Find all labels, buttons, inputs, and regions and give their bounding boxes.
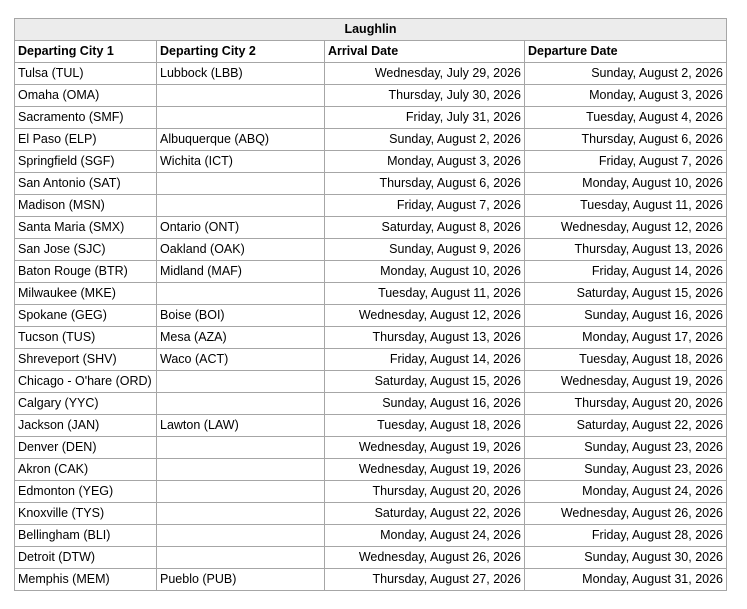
departing-city-2-cell[interactable]: Midland (MAF) [157,261,325,283]
departure-date-cell[interactable]: Monday, August 31, 2026 [525,569,727,591]
table-title[interactable]: Laughlin [15,19,727,41]
table-row [15,151,727,173]
table-row [15,129,727,151]
departing-city-1-cell[interactable]: Denver (DEN) [15,437,157,459]
departing-city-2-cell[interactable] [157,393,325,415]
arrival-date-cell[interactable]: Thursday, August 27, 2026 [325,569,525,591]
table-row [15,393,727,415]
arrival-date-cell[interactable]: Thursday, July 30, 2026 [325,85,525,107]
table-row [15,107,727,129]
departing-city-1-cell[interactable]: Jackson (JAN) [15,415,157,437]
departing-city-2-cell[interactable] [157,459,325,481]
arrival-date-cell[interactable]: Saturday, August 22, 2026 [325,503,525,525]
table-row [15,525,727,547]
arrival-date-cell[interactable]: Wednesday, August 19, 2026 [325,459,525,481]
departing-city-1-cell[interactable]: Madison (MSN) [15,195,157,217]
departing-city-2-cell[interactable]: Waco (ACT) [157,349,325,371]
departure-date-cell[interactable]: Saturday, August 15, 2026 [525,283,727,305]
arrival-date-cell[interactable]: Friday, July 31, 2026 [325,107,525,129]
arrival-date-cell[interactable]: Wednesday, August 19, 2026 [325,437,525,459]
departure-date-cell[interactable]: Sunday, August 23, 2026 [525,459,727,481]
table-row [15,481,727,503]
arrival-date-cell[interactable]: Saturday, August 15, 2026 [325,371,525,393]
table-row [15,239,727,261]
departing-city-1-cell[interactable]: Bellingham (BLI) [15,525,157,547]
departing-city-2-cell[interactable] [157,503,325,525]
departure-date-cell[interactable]: Wednesday, August 19, 2026 [525,371,727,393]
departing-city-1-cell[interactable]: Memphis (MEM) [15,569,157,591]
departing-city-2-cell[interactable]: Albuquerque (ABQ) [157,129,325,151]
arrival-date-cell[interactable]: Wednesday, August 26, 2026 [325,547,525,569]
table-row [15,503,727,525]
arrival-date-cell[interactable]: Sunday, August 16, 2026 [325,393,525,415]
arrival-date-cell[interactable]: Thursday, August 13, 2026 [325,327,525,349]
departing-city-2-cell[interactable]: Boise (BOI) [157,305,325,327]
departure-date-cell[interactable]: Friday, August 28, 2026 [525,525,727,547]
departing-city-2-cell[interactable] [157,547,325,569]
table-row [15,85,727,107]
departure-date-cell[interactable]: Tuesday, August 18, 2026 [525,349,727,371]
departing-city-2-cell[interactable] [157,173,325,195]
table-row [15,195,727,217]
departing-city-1-cell[interactable]: Santa Maria (SMX) [15,217,157,239]
table-row [15,261,727,283]
departing-city-2-cell[interactable]: Oakland (OAK) [157,239,325,261]
departure-date-cell[interactable]: Thursday, August 20, 2026 [525,393,727,415]
departing-city-1-cell[interactable]: Spokane (GEG) [15,305,157,327]
departing-city-1-cell[interactable]: Tucson (TUS) [15,327,157,349]
table-row [15,327,727,349]
departing-city-1-cell[interactable]: Chicago - O'hare (ORD) [15,371,157,393]
arrival-date-cell[interactable]: Friday, August 7, 2026 [325,195,525,217]
arrival-date-cell[interactable]: Friday, August 14, 2026 [325,349,525,371]
table-row [15,569,727,591]
header-row [15,41,727,63]
arrival-date-cell[interactable]: Thursday, August 6, 2026 [325,173,525,195]
departing-city-1-cell[interactable]: Akron (CAK) [15,459,157,481]
table-row [15,371,727,393]
title-row [15,19,727,41]
arrival-date-cell[interactable]: Monday, August 10, 2026 [325,261,525,283]
departing-city-1-cell[interactable]: Omaha (OMA) [15,85,157,107]
departing-city-1-cell[interactable]: San Antonio (SAT) [15,173,157,195]
table-row [15,459,727,481]
departing-city-1-cell[interactable]: El Paso (ELP) [15,129,157,151]
table-row [15,305,727,327]
departure-date-cell[interactable]: Sunday, August 16, 2026 [525,305,727,327]
table-row [15,415,727,437]
departing-city-1-cell[interactable]: San Jose (SJC) [15,239,157,261]
departure-date-cell[interactable]: Thursday, August 6, 2026 [525,129,727,151]
arrival-date-cell[interactable]: Tuesday, August 18, 2026 [325,415,525,437]
table-row [15,283,727,305]
departing-city-1-cell[interactable]: Springfield (SGF) [15,151,157,173]
arrival-date-cell[interactable]: Wednesday, August 12, 2026 [325,305,525,327]
departure-date-cell[interactable]: Sunday, August 23, 2026 [525,437,727,459]
table-row [15,437,727,459]
departing-city-2-cell[interactable] [157,107,325,129]
departure-date-cell[interactable]: Wednesday, August 12, 2026 [525,217,727,239]
arrival-date-cell[interactable]: Tuesday, August 11, 2026 [325,283,525,305]
departing-city-1-cell[interactable]: Detroit (DTW) [15,547,157,569]
departing-city-2-cell[interactable]: Mesa (AZA) [157,327,325,349]
arrival-date-cell[interactable]: Sunday, August 2, 2026 [325,129,525,151]
departing-city-2-cell[interactable] [157,481,325,503]
departure-date-cell[interactable]: Monday, August 3, 2026 [525,85,727,107]
table-body [15,63,727,591]
departing-city-2-cell[interactable] [157,437,325,459]
arrival-date-cell[interactable]: Thursday, August 20, 2026 [325,481,525,503]
departing-city-2-cell[interactable] [157,283,325,305]
departure-date-cell[interactable]: Saturday, August 22, 2026 [525,415,727,437]
departure-date-cell[interactable]: Thursday, August 13, 2026 [525,239,727,261]
arrival-date-cell[interactable]: Sunday, August 9, 2026 [325,239,525,261]
schedule-table [14,18,727,591]
arrival-date-cell[interactable]: Saturday, August 8, 2026 [325,217,525,239]
header-departing-city-1[interactable]: Departing City 1 [15,41,157,63]
table-row [15,547,727,569]
departing-city-1-cell[interactable]: Baton Rouge (BTR) [15,261,157,283]
departure-date-cell[interactable]: Tuesday, August 4, 2026 [525,107,727,129]
departing-city-2-cell[interactable] [157,371,325,393]
departing-city-2-cell[interactable] [157,195,325,217]
departure-date-cell[interactable]: Monday, August 24, 2026 [525,481,727,503]
departing-city-1-cell[interactable]: Tulsa (TUL) [15,63,157,85]
header-departure-date[interactable]: Departure Date [525,41,727,63]
departure-date-cell[interactable]: Monday, August 10, 2026 [525,173,727,195]
departing-city-1-cell[interactable]: Calgary (YYC) [15,393,157,415]
header-arrival-date[interactable]: Arrival Date [325,41,525,63]
departure-date-cell[interactable]: Monday, August 17, 2026 [525,327,727,349]
departing-city-2-cell[interactable]: Lubbock (LBB) [157,63,325,85]
departure-date-cell[interactable]: Tuesday, August 11, 2026 [525,195,727,217]
departure-date-cell[interactable]: Sunday, August 2, 2026 [525,63,727,85]
departing-city-1-cell[interactable]: Knoxville (TYS) [15,503,157,525]
table-row [15,349,727,371]
header-departing-city-2[interactable]: Departing City 2 [157,41,325,63]
departing-city-2-cell[interactable] [157,85,325,107]
departure-date-cell[interactable]: Friday, August 7, 2026 [525,151,727,173]
departing-city-2-cell[interactable]: Wichita (ICT) [157,151,325,173]
departure-date-cell[interactable]: Wednesday, August 26, 2026 [525,503,727,525]
departing-city-2-cell[interactable] [157,525,325,547]
arrival-date-cell[interactable]: Wednesday, July 29, 2026 [325,63,525,85]
arrival-date-cell[interactable]: Monday, August 24, 2026 [325,525,525,547]
table-row [15,173,727,195]
departing-city-1-cell[interactable]: Edmonton (YEG) [15,481,157,503]
departing-city-2-cell[interactable]: Lawton (LAW) [157,415,325,437]
arrival-date-cell[interactable]: Monday, August 3, 2026 [325,151,525,173]
departing-city-1-cell[interactable]: Sacramento (SMF) [15,107,157,129]
departing-city-1-cell[interactable]: Milwaukee (MKE) [15,283,157,305]
departure-date-cell[interactable]: Friday, August 14, 2026 [525,261,727,283]
departing-city-1-cell[interactable]: Shreveport (SHV) [15,349,157,371]
table-row [15,63,727,85]
departing-city-2-cell[interactable]: Pueblo (PUB) [157,569,325,591]
departure-date-cell[interactable]: Sunday, August 30, 2026 [525,547,727,569]
departing-city-2-cell[interactable]: Ontario (ONT) [157,217,325,239]
table-row [15,217,727,239]
